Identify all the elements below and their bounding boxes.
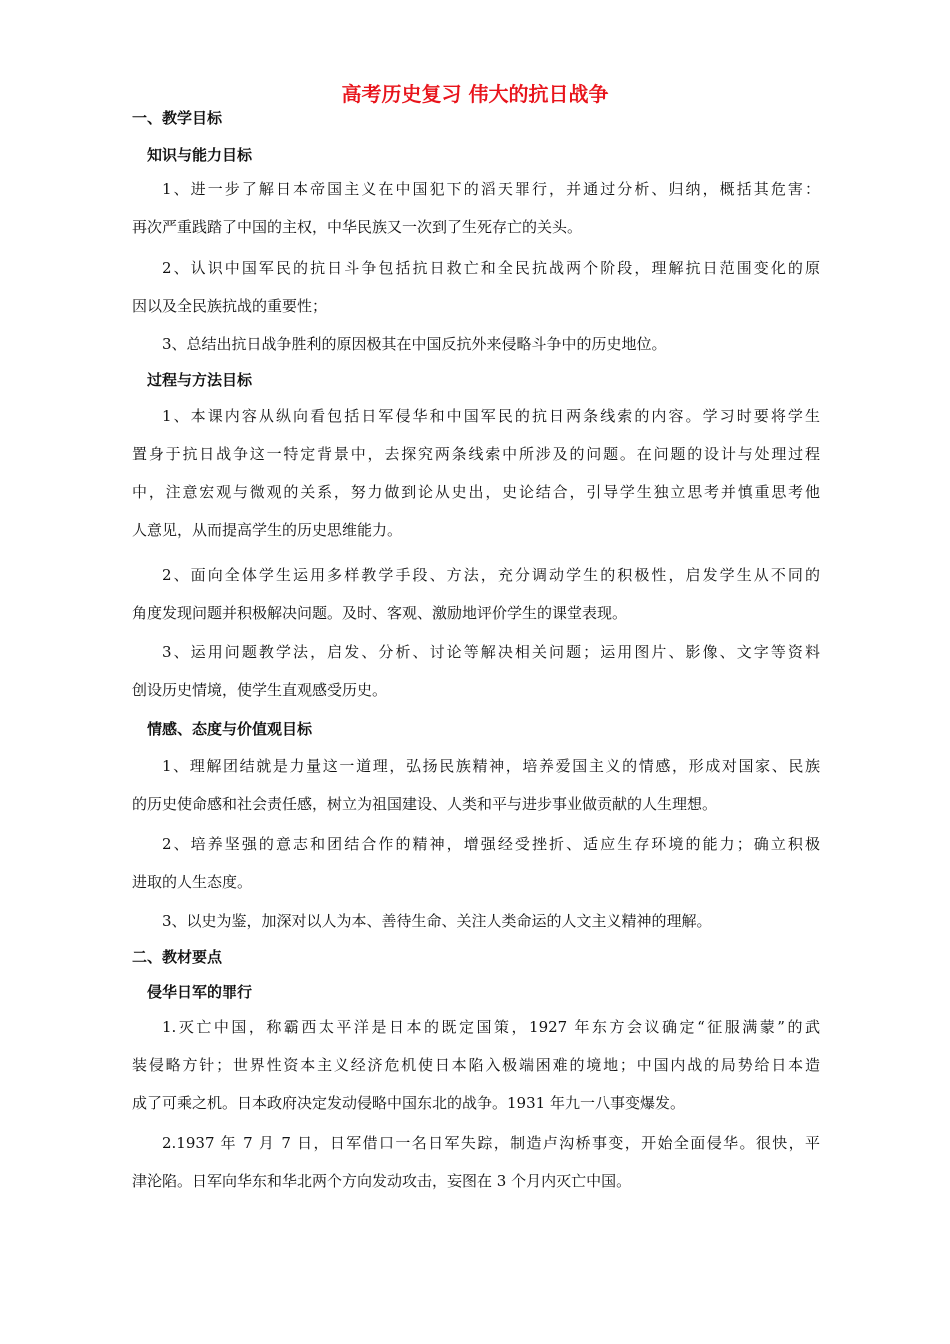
text-line: 1.灭亡中国，称霸西太平洋是日本的既定国策，1927 年东方会议确定“征服满蒙”的武 (162, 1018, 820, 1036)
text-line: 创设历史情境，使学生直观感受历史。 (132, 681, 388, 699)
subheading-knowledge-ability: 知识与能力目标 (147, 146, 253, 164)
subheading-process-method: 过程与方法目标 (147, 371, 253, 389)
text-line: 2、培养坚强的意志和团结合作的精神，增强经受挫折、适应生存环境的能力；确立积极 (162, 835, 820, 853)
paragraph (132, 633, 820, 709)
text-line: 津沦陷。日军向华东和华北两个方向发动攻击，妄图在 3 个月内灭亡中国。 (132, 1172, 632, 1190)
section-heading-textbook-points: 二、教材要点 (132, 948, 223, 966)
text-line: 因以及全民族抗战的重要性； (132, 297, 328, 315)
paragraph (132, 556, 820, 632)
text-line: 1、理解团结就是力量这一道理，弘扬民族精神，培养爱国主义的情感，形成对国家、民族 (162, 757, 820, 775)
paragraph (132, 397, 820, 549)
text-line: 人意见，从而提高学生的历史思维能力。 (132, 521, 403, 539)
paragraph (132, 1008, 820, 1122)
text-line: 中，注意宏观与微观的关系，努力做到论从史出，史论结合，引导学生独立思考并慎重思考他 (132, 483, 820, 501)
text-line: 1、本课内容从纵向看包括日军侵华和中国军民的抗日两条线索的内容。学习时要将学生 (162, 407, 820, 425)
text-line: 置身于抗日战争这一特定背景中，去探究两条线索中所涉及的问题。在问题的设计与处理过程 (132, 445, 820, 463)
paragraph (132, 249, 820, 325)
text-line: 成了可乘之机。日本政府决定发动侵略中国东北的战争。1931 年九一八事变爆发。 (132, 1094, 685, 1112)
text-line: 2.1937 年 7 月 7 日，日军借口一名日军失踪，制造卢沟桥事变，开始全面侵华。很快，平 (162, 1134, 820, 1152)
text-line: 3、以史为鉴，加深对以人为本、善待生命、关注人类命运的人文主义精神的理解。 (162, 912, 712, 930)
text-line: 再次严重践踏了中国的主权，中华民族又一次到了生死存亡的关头。 (132, 218, 583, 236)
subheading-japanese-crimes: 侵华日军的罪行 (147, 983, 253, 1001)
paragraph (132, 902, 820, 940)
text-line: 3、总结出抗日战争胜利的原因极其在中国反抗外来侵略斗争中的历史地位。 (162, 335, 667, 353)
paragraph (132, 325, 820, 363)
document-title: 高考历史复习 伟大的抗日战争 (341, 82, 609, 106)
text-line: 2、认识中国军民的抗日斗争包括抗日救亡和全民抗战两个阶段，理解抗日范围变化的原 (162, 259, 820, 277)
paragraph (132, 747, 820, 823)
text-line: 3、运用问题教学法，启发、分析、讨论等解决相关问题；运用图片、影像、文字等资料 (162, 643, 820, 661)
paragraph (132, 1124, 820, 1200)
section-heading-teaching-goals: 一、教学目标 (132, 109, 223, 127)
paragraph (132, 170, 820, 246)
text-line: 角度发现问题并积极解决问题。及时、客观、激励地评价学生的课堂表现。 (132, 604, 628, 622)
text-line: 2、面向全体学生运用多样教学手段、方法，充分调动学生的积极性，启发学生从不同的 (162, 566, 820, 584)
text-line: 装侵略方针；世界性资本主义经济危机使日本陷入极端困难的境地；中国内战的局势给日本造 (132, 1056, 820, 1074)
text-line: 1、进一步了解日本帝国主义在中国犯下的滔天罪行，并通过分析、归纳，概括其危害： (162, 180, 820, 198)
text-line: 进取的人生态度。 (132, 873, 253, 891)
text-line: 的历史使命感和社会责任感，树立为祖国建设、人类和平与进步事业做贡献的人生理想。 (132, 795, 718, 813)
subheading-emotion-attitude-values: 情感、态度与价值观目标 (147, 720, 313, 738)
paragraph (132, 825, 820, 901)
